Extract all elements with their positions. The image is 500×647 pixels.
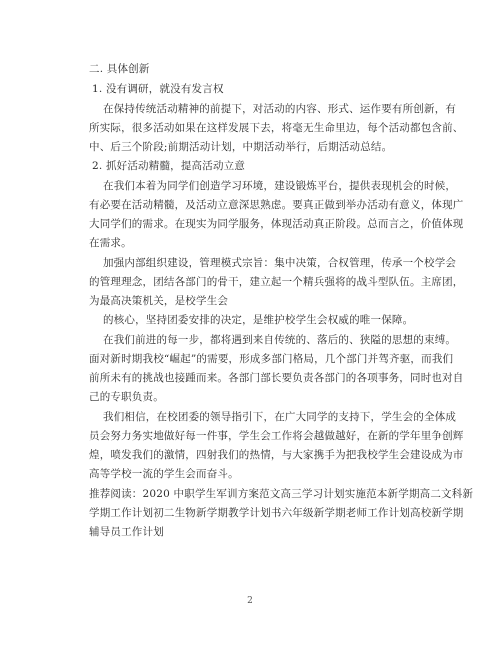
paragraph-line: 的管理理念，团结各部门的骨干，建立起一个精兵强将的战斗型队伍。主席团， [89,276,464,288]
subsection-heading-2: 2. 抓好活动精髓，提高活动立意 [92,160,246,172]
recommended-reading-line: 学期工作计划初二生物新学期教学计划书六年级新学期老师工作计划高校新学期 [89,507,464,519]
paragraph-line: 己的专职负责。 [89,391,164,403]
paragraph-line: 在我们本着为同学们创造学习环境，建设锻炼平台，提供表现机会的时候， [103,180,457,192]
recommended-reading-line: 辅导员工作计划 [89,526,164,538]
paragraph-line: 中、后三个阶段;前期活动计划，中期活动举行，后期活动总结。 [89,141,393,153]
page-number: 2 [247,596,253,606]
paragraph-line: 高等学校一流的学生会而奋斗。 [89,468,239,480]
paragraph-line: 面对新时期我校“崛起”的需要，形成多部门格局，几个部门并驾齐驱，而我们 [89,353,454,365]
paragraph-line: 在保持传统活动精神的前提下，对活动的内容、形式、运作要有所创新，有 [103,103,457,115]
paragraph-line: 的核心，坚持团委安排的决定，是维护校学生会权威的唯一保障。 [103,314,414,326]
paragraph-line: 在需求。 [89,237,132,249]
paragraph-line: 大同学们的需求。在现实为同学服务，体现活动真正阶段。总而言之，价值体现 [89,218,464,230]
section-heading: 二. 具体创新 [89,63,150,75]
paragraph-line: 为最高决策机关，是校学生会 [89,295,229,307]
subsection-heading-1: 1. 没有调研，就没有发言权 [92,83,224,95]
paragraph-line: 我们相信，在校团委的领导指引下，在广大同学的支持下，学生会的全体成 [103,411,457,423]
recommended-reading-line: 推荐阅读：2020 中职学生军训方案范文高三学习计划实施范本新学期高二文科新 [89,488,474,500]
paragraph-line: 加强内部组织建设，管理模式宗旨：集中决策，合权管理，传承一个校学会 [103,257,457,269]
paragraph-line: 前所未有的挑战也接踵而来。各部门部长要负责各部门的各项事务，同时也对自 [89,372,464,384]
paragraph-line: 所实际，很多活动如果在这样发展下去，将毫无生命里边，每个活动都包含前、 [89,122,464,134]
paragraph-line: 员会努力务实地做好每一件事，学生会工作将会越做越好，在新的学年里争创辉 [89,430,464,442]
paragraph-line: 有必要在活动精髓，及活动立意深思熟虑。要真正做到举办活动有意义，体现广 [89,199,464,211]
paragraph-line: 煌，喷发我们的激情，四射我们的热情，与大家携手为把我校学生会建设成为市 [89,449,464,461]
paragraph-line: 在我们前进的每一步，都将遇到来自传统的、落后的、狭隘的思想的束缚。 [103,334,457,346]
